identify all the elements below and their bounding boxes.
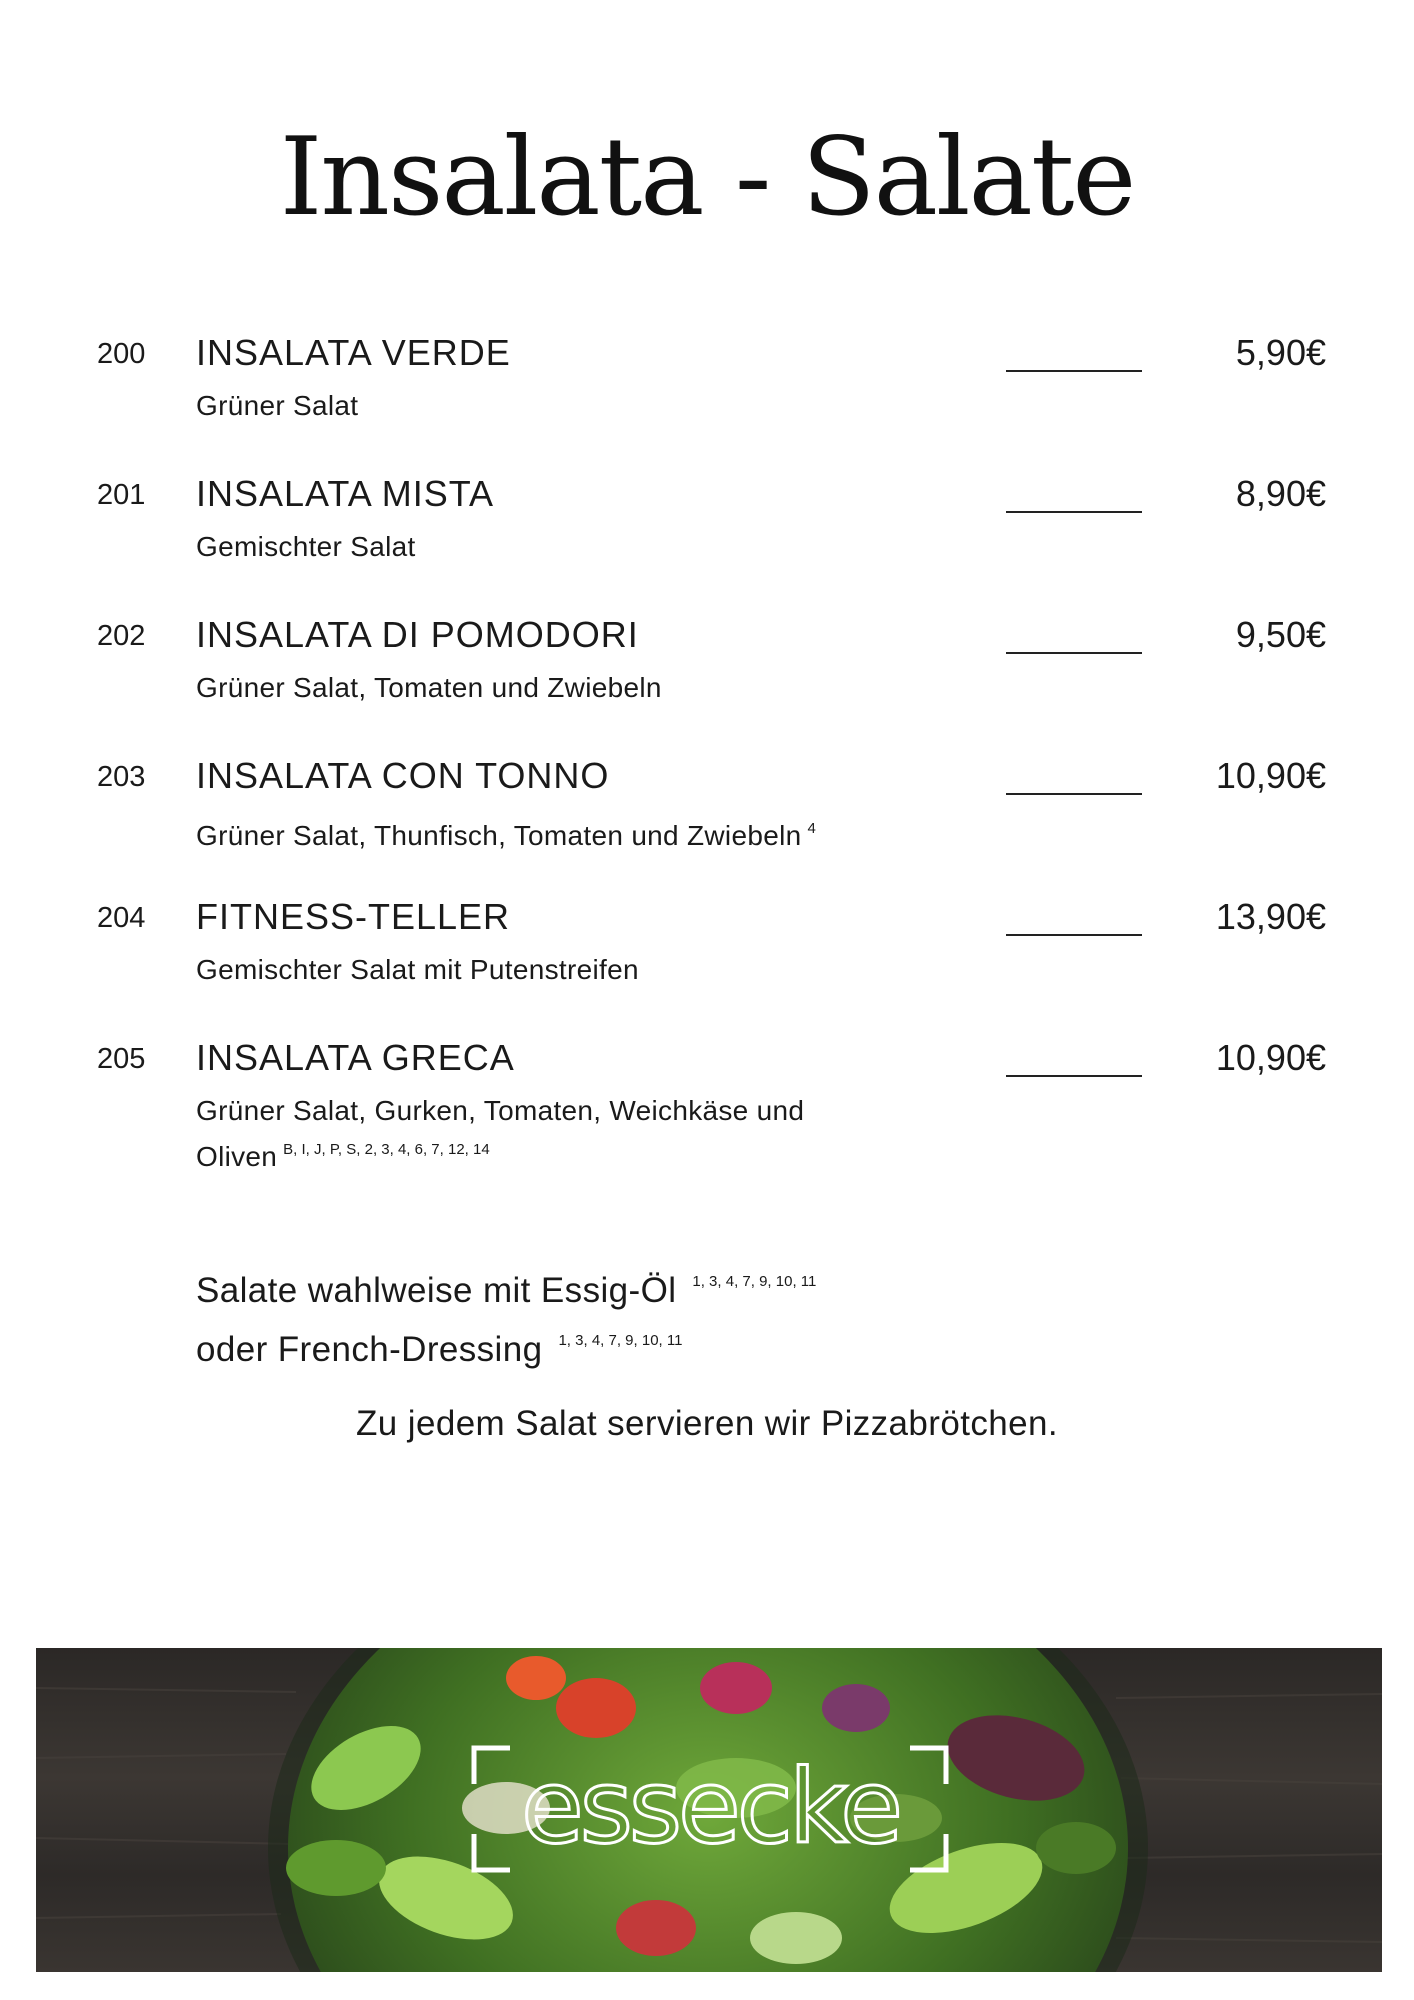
item-description (196, 527, 916, 566)
item-number: 203 (97, 761, 146, 793)
item-description-text: Grüner Salat (196, 390, 359, 421)
salad-photo-banner (36, 1648, 1382, 1972)
item-name: INSALATA CON TONNO (196, 755, 610, 796)
item-description-text: Gemischter Salat (196, 531, 416, 562)
item-number: 204 (97, 902, 146, 934)
item-price: 13,90€ (1215, 896, 1326, 937)
item-price: 10,90€ (1215, 1037, 1326, 1078)
allergen-codes: 1, 3, 4, 7, 9, 10, 11 (692, 1273, 817, 1290)
item-description (196, 1091, 916, 1176)
item-price: 5,90€ (1235, 332, 1326, 373)
item-number: 205 (97, 1043, 146, 1075)
item-number: 200 (97, 338, 146, 370)
item-description-text-line2: Oliven (196, 1141, 278, 1172)
brand-logo (470, 1744, 950, 1874)
dressing-line-2: oder French-Dressing (196, 1330, 543, 1369)
item-description (196, 386, 916, 425)
price-leader-line (1006, 652, 1142, 654)
allergen-codes: B, I, J, P, S, 2, 3, 4, 6, 7, 12, 14 (283, 1141, 490, 1158)
item-name: INSALATA GRECA (196, 1037, 515, 1078)
item-price: 8,90€ (1235, 473, 1326, 514)
brand-logo-frame (470, 1744, 950, 1874)
item-description (196, 668, 916, 707)
item-description-text: Gemischter Salat mit Putenstreifen (196, 954, 639, 985)
price-leader-line (1006, 370, 1142, 372)
price-leader-line (1006, 934, 1142, 936)
allergen-codes: 1, 3, 4, 7, 9, 10, 11 (558, 1332, 683, 1349)
item-number: 201 (97, 479, 146, 511)
item-description (196, 809, 916, 855)
dressing-line-1: Salate wahlweise mit Essig-Öl (196, 1271, 677, 1310)
item-name: INSALATA MISTA (196, 473, 495, 514)
brand-logo-text: essecke (520, 1748, 900, 1867)
item-number: 202 (97, 620, 146, 652)
item-name: INSALATA VERDE (196, 332, 511, 373)
served-note: Zu jedem Salat servieren wir Pizzabrötchen. (356, 1404, 1058, 1443)
item-price: 9,50€ (1235, 614, 1326, 655)
price-leader-line (1006, 511, 1142, 513)
item-description-text: Grüner Salat, Tomaten und Zwiebeln (196, 672, 662, 703)
allergen-codes: 4 (807, 820, 816, 837)
item-price: 10,90€ (1215, 755, 1326, 796)
dressing-note (196, 1257, 816, 1375)
item-description-text: Grüner Salat, Thunfisch, Tomaten und Zwiebeln (196, 820, 802, 851)
item-name: INSALATA DI POMODORI (196, 614, 639, 655)
item-name: FITNESS-TELLER (196, 896, 511, 937)
page-title: Insalata - Salate (279, 115, 1135, 240)
price-leader-line (1006, 1075, 1142, 1077)
item-description-text: Grüner Salat, Gurken, Tomaten, Weichkäse und (196, 1095, 805, 1126)
item-description (196, 950, 916, 989)
price-leader-line (1006, 793, 1142, 795)
